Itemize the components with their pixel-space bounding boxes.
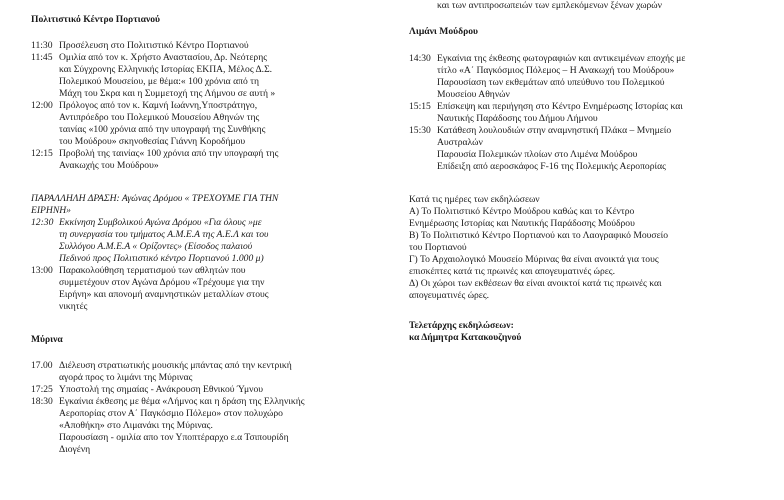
info-line: Α) Το Πολιτιστικό Κέντρο Μούδρου καθώς και το Κέντρο	[409, 206, 635, 217]
event-line: Ειρήνη» και απονομή αναμνηστικών μεταλλίων στους	[59, 289, 269, 300]
event-line: Κατάθεση λουλουδιών στην αναμνηστική Πλάκα – Μνημείο	[437, 125, 672, 136]
event-time: 17:25	[31, 384, 53, 395]
info-line: Β) Το Πολιτιστικό Κέντρο Πορτιανού και το Λαογραφικό Μουσείο	[409, 230, 669, 241]
portianou-heading: Πολιτιστικό Κέντρο Πορτιανού	[31, 14, 161, 25]
schedule-row	[31, 40, 386, 52]
parallel-title: ΕΙΡΗΝΗ»	[31, 205, 71, 216]
event-time: 18:30	[31, 396, 53, 407]
event-line: του Μούδρου» σκηνοθεσίας Γιάννη Κοροδήμου	[59, 136, 246, 147]
schedule-row	[31, 148, 386, 172]
event-time: 11:45	[31, 52, 53, 63]
parallel-title: ΠΑΡΑΛΛΗΛΗ ΔΡΑΣΗ: Αγώνας Δρόμου « ΤΡΕΧΟΥΜΕ ΓΙΑ ΤΗΝ	[31, 193, 279, 204]
event-line: Προσέλευση στο Πολιτιστικό Κέντρο Πορτιανού	[59, 40, 249, 51]
event-line: Ναυτικής Παράδοσης του Δήμου Λήμνου	[437, 113, 598, 124]
parallel-action	[31, 193, 386, 313]
schedule-row	[31, 100, 386, 148]
event-time: 12:30	[31, 217, 54, 228]
event-time: 12:00	[31, 100, 53, 111]
continued-line: και των αντιπροσωπειών των εμπλεκόμενων ξένων χωρών	[437, 0, 662, 11]
event-line: νικητές	[59, 301, 88, 312]
schedule-row	[409, 53, 759, 101]
event-time: 15:15	[409, 101, 431, 112]
schedule-row	[31, 360, 386, 384]
info-line: Δ) Οι χώροι των εκθέσεων θα είναι ανοικτοί κατά τις πρωινές και	[409, 278, 662, 289]
event-line: Διογένη	[59, 444, 91, 455]
schedule-row	[409, 101, 759, 125]
event-line: Πρόλογος από τον κ. Καμνή Ιωάννη,Υποστράτηγο,	[59, 100, 258, 111]
event-time: 13:00	[31, 265, 53, 276]
event-time: 15:30	[409, 125, 431, 136]
event-line: Παρουσίαση - ομιλία απο τον Υποπτέραρχο ε.α Τσιπουρίδη	[59, 432, 289, 443]
event-time: 11:30	[31, 40, 53, 51]
event-line: Πεδινού προς Πολιτιστικό κέντρο Πορτιανού 1.000 μ)	[59, 253, 264, 264]
event-line: Υποστολή της σημαίας - Ανάκρουση Εθνικού Ύμνου	[59, 384, 264, 395]
moudros-schedule	[409, 53, 759, 173]
event-line: Ομιλία από τον κ. Χρήστο Αναστασίου, Δρ. Νεότερης	[59, 52, 268, 63]
event-line: ταινίας «100 χρόνια από την υπογραφή της Συνθήκης	[59, 124, 266, 135]
info-line: επισκέπτες κατά τις πρωινές και απογευματινές ώρες.	[409, 266, 615, 277]
schedule-row	[31, 217, 386, 265]
event-line: Επίσκεψη και περιήγηση στο Κέντρο Ενημέρωσης Ιστορίας και	[437, 101, 683, 112]
schedule-row	[31, 265, 386, 313]
footer-line: Τελετάρχης εκδηλώσεων:	[409, 320, 514, 331]
schedule-row	[31, 396, 386, 456]
event-time: 17.00	[31, 360, 53, 371]
event-line: Εκκίνηση Συμβολικού Αγώνα Δρόμου «Για όλους »με	[59, 217, 262, 228]
info-line: Κατά τις ημέρες των εκδηλώσεων	[409, 194, 540, 205]
info-line: Ενημέρωσης Ιστορίας και Ναυτικής Παράδοσης Μούδρου	[409, 218, 635, 229]
event-time: 14:30	[409, 53, 431, 64]
event-line: «Αποθήκη» στο Λιμανάκι της Μύρινας.	[59, 420, 213, 431]
opening-hours-info	[409, 194, 759, 302]
event-line: Αεροπορίας στον Α΄ Παγκόσμιο Πόλεμο» στον πολυχώρο	[59, 408, 283, 419]
event-line: Επίδειξη από αεροσκάφος F-16 της Πολεμικής Αεροπορίας	[437, 161, 666, 172]
event-line: Αυστραλών	[437, 137, 483, 148]
event-line: Μουσείου Αθηνών	[437, 89, 510, 100]
info-line: του Πορτιανού	[409, 242, 467, 253]
myrina-schedule	[31, 360, 386, 456]
event-line: Προβολή της ταινίας« 100 χρόνια από την υπογραφή της	[59, 148, 279, 159]
event-line: Διέλευση στρατιωτικής μουσικής μπάντας από την κεντρική	[59, 360, 292, 371]
event-line: Μάχη του Σκρα και η Συμμετοχή της Λήμνου σε αυτή »	[59, 88, 276, 99]
event-time: 12:15	[31, 148, 53, 159]
schedule-row	[409, 125, 759, 173]
event-line: Εγκαίνια της έκθεσης φωτογραφιών και αντικειμένων εποχής με	[437, 53, 686, 64]
event-line: αγορά προς το λιμάνι της Μύρινας	[59, 372, 193, 383]
schedule-row	[31, 384, 386, 396]
event-line: Συλλόγου Α.Μ.Ε.Α « Ορίζοντες» (Είσοδος παλαιού	[59, 241, 253, 252]
event-line: Παρουσία Πολεμικών πλοίων στο Λιμένα Μούδρου	[437, 149, 638, 160]
info-line: Γ) Το Αρχαιολογικό Μουσείο Μύρινας θα είναι ανοικτά για τους	[409, 254, 659, 265]
info-line: απογευματινές ώρες.	[409, 290, 490, 301]
portianou-schedule	[31, 40, 386, 172]
myrina-heading: Μύρινα	[31, 334, 63, 345]
event-line: Παρακολούθηση τερματισμού των αθλητών που	[59, 265, 246, 276]
event-line: Αντιπρόεδρο του Πολεμικού Μουσείου Αθηνών της	[59, 112, 260, 123]
event-line: Πολεμικού Μουσείου, με θέμα:« 100 χρόνια από τη	[59, 76, 260, 87]
schedule-row	[31, 52, 386, 100]
master-of-ceremonies	[409, 320, 759, 344]
moudros-heading: Λιμάνι Μούδρου	[409, 26, 479, 37]
event-line: Παρουσίαση των εκθεμάτων από υπεύθυνο του Πολεμικού	[437, 77, 665, 88]
event-line: και Σύγχρονης Ελληνικής Ιστορίας ΕΚΠΑ, Μέλος Δ.Σ.	[59, 64, 273, 75]
event-line: τίτλο «Α΄ Παγκόσμιος Πόλεμος – Η Ανακωχή του Μούδρου»	[437, 65, 675, 76]
event-line: συμμετέχουν στον Αγώνα Δρόμου «Τρέχουμε για την	[59, 277, 265, 288]
footer-line: κα Δήμητρα Κατακουζηνού	[409, 332, 522, 343]
event-line: τη συνεργασία του τμήματος Α.Μ.Ε.Α της Α.Ε.Λ και του	[59, 229, 269, 240]
event-line: Εγκαίνια έκθεσης με θέμα «Λήμνος και η δράση της Ελληνικής	[59, 396, 305, 407]
event-line: Ανακωχής του Μούδρου»	[59, 160, 159, 171]
